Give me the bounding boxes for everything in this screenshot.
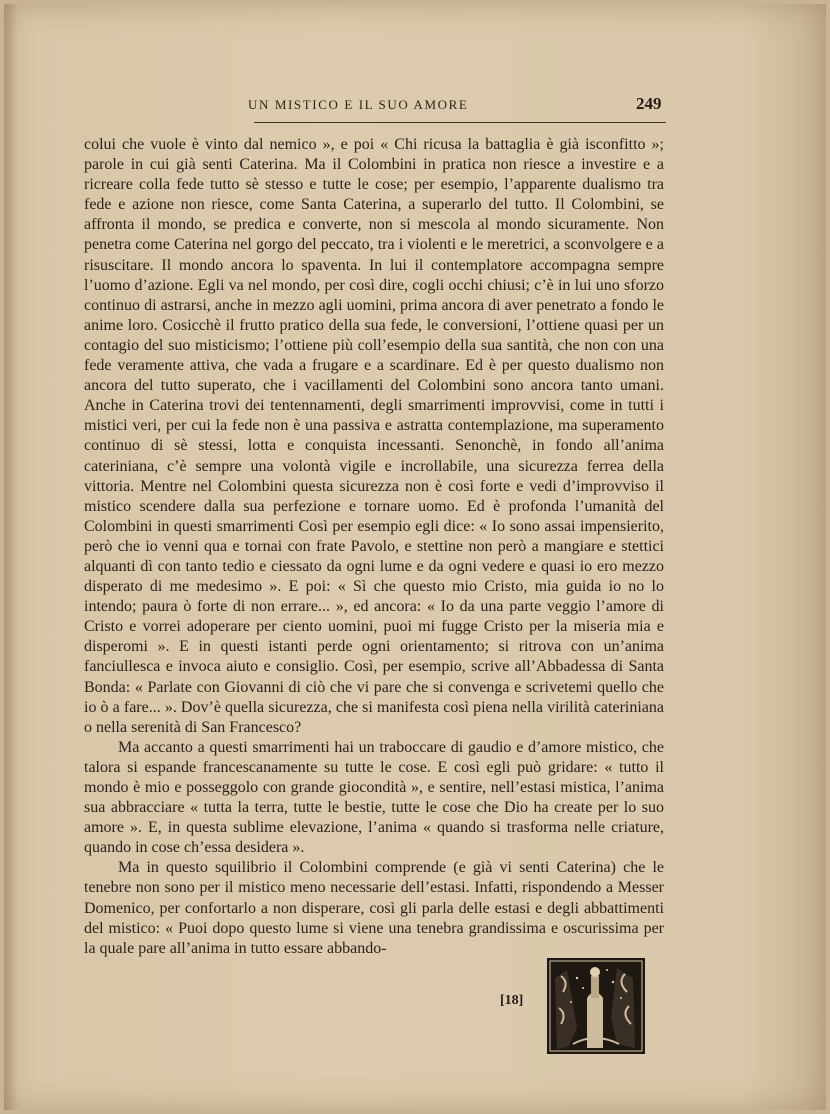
body-text <box>84 135 664 959</box>
paragraph-1: colui che vuole è vinto dal nemico », e poi « Chi ricusa la battaglia è già isconfitto »; parole in cui già senti Caterina. Ma il Colombini in pratica non riesce a investire e a ricreare colla fede tutto sè stesso e tutte le cose; per esempio, l’apparente dualismo tra fede e azione non riesce, come Santa Caterina, a superarlo del tutto. Il Colombini, se affronta il mondo, se predica e converte, non si mescola al mondo sicuramente. Non penetra come Caterina nel gorgo del peccato, tra i violenti e le meretrici, a sconvolgere e a risuscitare. Il mondo ancora lo spaventa. In lui il contemplatore accompagna sempre l’uomo d’azione. Egli va nel mondo, per così dire, cogli occhi chiusi; c’è in lui uno sforzo continuo di astrarsi, anche in mezzo agli uomini, prima ancora di aver penetrato a fondo le anime loro. Cosicchè il frutto pratico della sua fede, le conversioni, l’ottiene quasi per un contagio del suo misticismo; l’ottiene più coll’esempio della sua santità, che non con una fede veramente attiva, che vada a frugare e a scardinare. Ed è per questo dualismo non ancora del tutto superato, che i vacillamenti del Colombini sono ancora tanto umani. Anche in Caterina trovi dei tentennamenti, degli smarrimenti improvvisi, come in tutti i mistici veri, per cui la fede non è una passiva e astratta contemplazione, ma superamento continuo di sè stessi, lotta e conquista incessanti. Senonchè, in fondo all’anima cateriniana, c’è sempre una volontà vigile e incrollabile, una sicurezza ferrea della vittoria. Mentre nel Colombini questa sicurezza non è così forte e vedi d’improvviso il mistico scendere dalla sua perfezione e tornare uomo. Ed è profonda l’umanità del Colombini in questi smarrimenti Così per esempio egli dice: « Io sono assai impensierito, però che io venni qua e tornai con frate Pavolo, e stettine non però a mangiare e stettici alquanti dì con tanto tedio e ciessato da ogni lume e da ogni vedere e quasi io ero mezzo disperato di me medesimo ». E poi: « Sì che questo mio Cristo, mia guida io no lo intendo; paura ò forte di non errare... », ed ancora: « Io da una parte veggio l’amore di Cristo e vorrei adoperare per ciento uomini, puoi mi fugge Cristo per la miseria mia e disperomi ». E in questi istanti perde ogni orientamento; si ritrova con un’anima fanciullesca e invoca aiuto e consiglio. Così, per esempio, scrive all’Abbadessa di Santa Bonda: « Parlate con Giovanni di ciò che vi pare che si convenga e scrivetemi quello che io ò a fare... ». Dov’è quella sicurezza, che si manifesta così piena nella virilità cateriniana o nella serenità di San Francesco? <box>84 136 664 736</box>
signature-mark: [18] <box>500 993 524 1008</box>
page-number: 249 <box>636 94 662 113</box>
running-title: UN MISTICO E IL SUO AMORE <box>248 97 469 112</box>
paragraph-2: Ma accanto a questi smarrimenti hai un traboccare di gaudio e d’amore mistico, che talora si espande francescanamente su tutte le cose. E così egli può gridare: « tutto il mondo è mio e posseggolo con grande giocondità », e sentire, nell’estasi mistica, l’anima sua abbracciare « tutta la terra, tutte le bestie, tutte le cose che Dio ha create per lo suo amore ». E, in questa sublime elevazione, l’anima « quando si trasforma nelle criature, quando in cose ch’essa desidera ». <box>84 738 664 857</box>
paragraph-3: Ma in questo squilibrio il Colombini comprende (e già vi senti Caterina) che le tenebre non sono per il mistico meno necessarie dell’estasi. Infatti, rispondendo a Messer Domenico, per confortarlo a non disperare, così gli parla delle estasi e degli abbattimenti del mistico: « Puoi dopo questo lume si viene una tenebra grandissima e oscurissima per la quale pare all’anima in tutto essare abbando- <box>84 859 664 957</box>
woodcut-vignette-icon <box>547 958 645 1054</box>
book-page <box>4 4 826 1110</box>
header-rule <box>254 122 666 123</box>
